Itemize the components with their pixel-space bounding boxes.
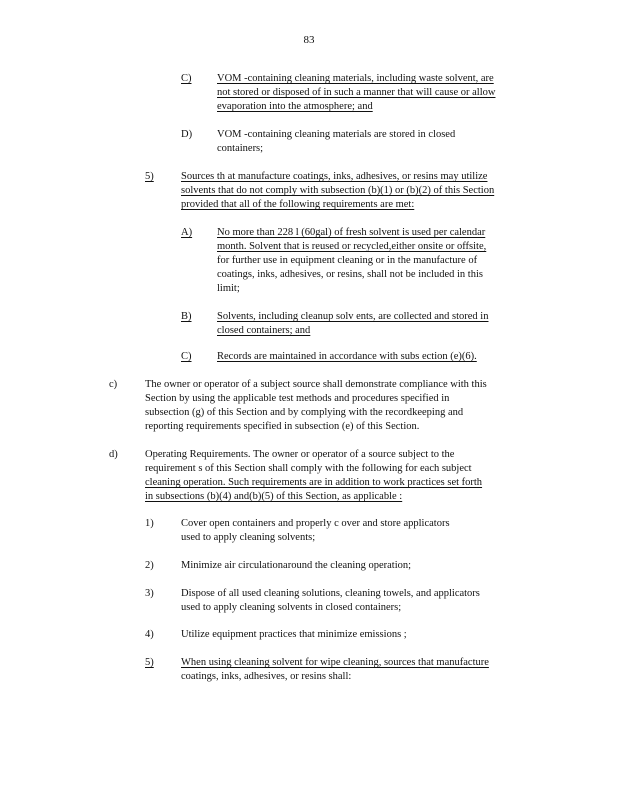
paragraph-label: 3) [145,588,154,599]
paragraph-text [181,170,535,212]
text-line: in subsections (b)(4) and(b)(5) of this Section, as applicable : [145,491,403,502]
text-line: coatings, inks, adhesives, or resins shall: [181,671,352,682]
text-line: subsection (g) of this Section and by complying with the recordkeeping and [145,407,464,418]
paragraph-label: 2) [145,560,154,571]
text-line: cleaning operation. Such requirements are in addition to work practices set forth [145,477,483,488]
text-line: containers; [217,143,264,154]
text-line: VOM -containing cleaning materials are stored in closed [217,129,456,140]
page-number: 83 [303,34,315,46]
text-line: closed containers; and [217,325,311,336]
text-line: provided that all of the following requirements are met: [181,199,415,210]
text-line: evaporation into the atmosphere; and [217,101,373,112]
paragraph-text [145,448,535,504]
text-line: The owner or operator of a subject source shall demonstrate compliance with this [145,379,487,390]
text-line: used to apply cleaning solvents; [181,532,316,543]
text-line: VOM -containing cleaning materials, including waste solvent, are [217,73,494,84]
text-line: Operating Requirements. The owner or operator of a source subject to the [145,449,455,460]
text-line: coatings, inks, adhesives, or resins, shall not be included in this [217,269,483,280]
paragraph-text [145,378,535,434]
text-line: Solvents, including cleanup solv ents, are collected and stored in [217,311,489,322]
paragraph-text [181,587,516,615]
text-line: not stored or disposed of in such a manner that will cause or allow [217,87,496,98]
text-line: month. Solvent that is reused or recycled,either onsite or offsite, [217,241,487,252]
text-line: requirement s of this Section shall comply with the following for each subject [145,463,472,474]
text-line: Minimize air circulationaround the cleaning operation; [181,560,412,571]
text-line: solvents that do not comply with subsection (b)(1) or (b)(2) of this Section [181,185,495,196]
paragraph-label: 5) [145,171,154,182]
text-line: Dispose of all used cleaning solutions, cleaning towels, and applicators [181,588,480,599]
paragraph-label: 1) [145,518,154,529]
text-line: When using cleaning solvent for wipe cleaning, sources that manufacture [181,657,489,668]
text-line: reporting requirements specified in subsection (e) of this Section. [145,421,420,432]
text-line: Records are maintained in accordance with subs ection (e)(6). [217,351,477,362]
text-line: for further use in equipment cleaning or in the manufacture of [217,255,478,266]
text-line: Sources th at manufacture coatings, inks, adhesives, or resins may utilize [181,171,488,182]
paragraph-text [217,128,479,156]
paragraph-text [217,310,535,338]
paragraph-text [181,628,441,642]
paragraph-text [181,517,479,545]
text-line: Utilize equipment practices that minimize emissions ; [181,629,407,640]
paragraph-label: d) [109,449,118,460]
text-line: No more than 228 l (60gal) of fresh solvent is used per calendar [217,227,486,238]
paragraph-label: D) [181,129,193,140]
text-line: Section by using the applicable test methods and procedures specified in [145,393,450,404]
paragraph-text [181,656,523,684]
text-line: Cover open containers and properly c over and store applicators [181,518,450,529]
paragraph-text [217,350,527,364]
paragraph-label: C) [181,73,192,84]
paragraph-text [217,72,535,114]
paragraph-label: B) [181,311,192,322]
paragraph-text [217,226,533,296]
paragraph-label: 5) [145,657,154,668]
paragraph-label: 4) [145,629,154,640]
paragraph-label: c) [109,379,118,390]
paragraph-label: C) [181,351,192,362]
text-line: used to apply cleaning solvents in closed containers; [181,602,402,613]
paragraph-text [181,559,437,573]
paragraph-label: A) [181,227,193,238]
text-line: limit; [217,283,240,294]
